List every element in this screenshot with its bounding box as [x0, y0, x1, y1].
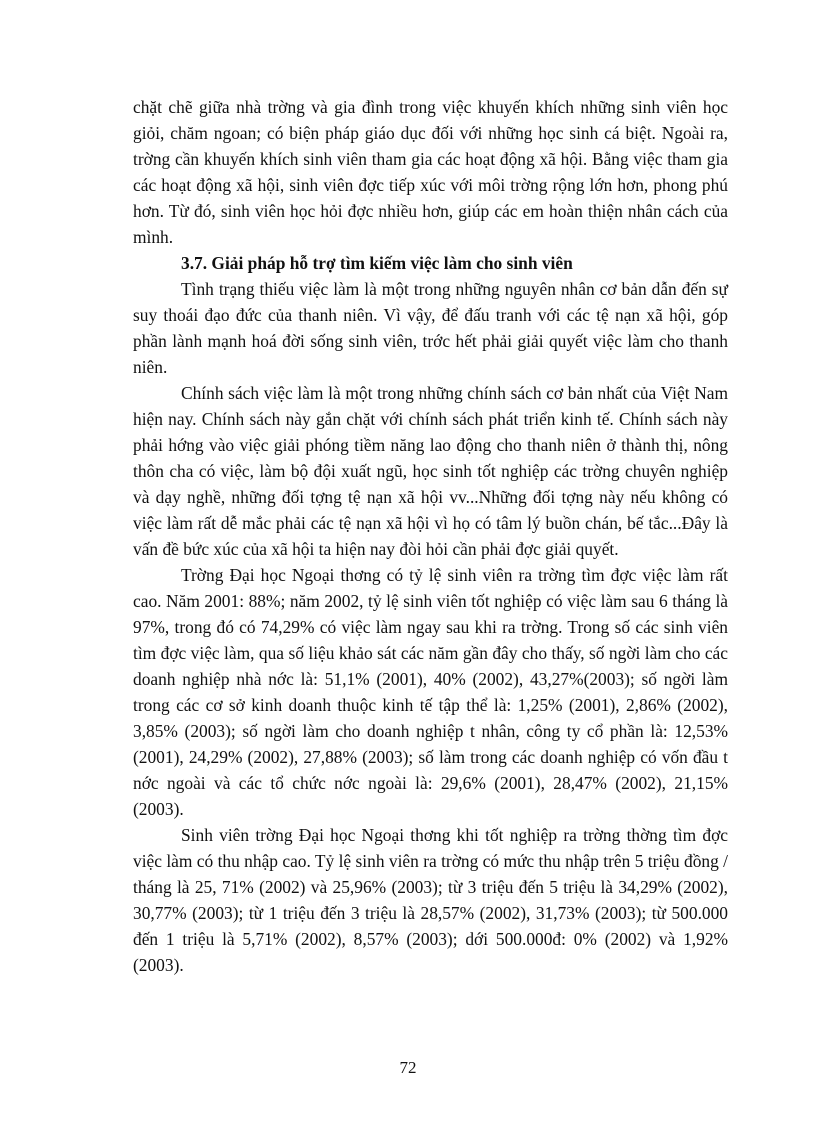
paragraph-employment-policy: Chính sách việc làm là một trong những chính sách cơ bản nhất của Việt Nam hiện nay. Chính sách này gắn chặt với chính sách phát triển kinh tế. Chính sách này phải hớng vào việc giải phóng tiềm năng lao động cho thanh niên ở thành thị, nông thôn cha có việc, làm bộ đội xuất ngũ, học sinh tốt nghiệp các trờng chuyên nghiệp và dạy nghề, những đối tợng tệ nạn xã hội vv...Những đối tợng này nếu không có việc làm rất dễ mắc phải các tệ nạn xã hội vì họ có tâm lý buồn chán, bế tắc...Đây là vấn đề bức xúc của xã hội ta hiện nay đòi hỏi cần phải đợc giải quyết. — [133, 383, 728, 559]
page-content — [133, 94, 728, 978]
paragraph-intro: chặt chẽ giữa nhà trờng và gia đình trong việc khuyến khích những sinh viên học giỏi, chăm ngoan; có biện pháp giáo dục đối với những học sinh cá biệt. Ngoài ra, trờng cần khuyến khích sinh viên tham gia các hoạt động xã hội. Bằng việc tham gia các hoạt động xã hội, sinh viên đợc tiếp xúc với môi trờng rộng lớn hơn, phong phú hơn. Từ đó, sinh viên học hỏi đợc nhiều hơn, giúp các em hoàn thiện nhân cách của mình. — [133, 97, 728, 247]
paragraph-income: Sinh viên trờng Đại học Ngoại thơng khi tốt nghiệp ra trờng thờng tìm đợc việc làm có thu nhập cao. Tỷ lệ sinh viên ra trờng có mức thu nhập trên 5 triệu đồng / tháng là 25, 71% (2002) và 25,96% (2003); từ 3 triệu đến 5 triệu là 34,29% (2002), 30,77% (2003); từ 1 triệu đến 3 triệu là 28,57% (2002), 31,73% (2003); từ 500.000 đến 1 triệu là 5,71% (2002), 8,57% (2003); dới 500.000đ: 0% (2002) và 1,92% (2003). — [133, 825, 728, 975]
section-heading: 3.7. Giải pháp hỗ trợ tìm kiếm việc làm cho sinh viên — [181, 253, 573, 273]
paragraph-employment-rate: Trờng Đại học Ngoại thơng có tỷ lệ sinh viên ra trờng tìm đợc việc làm rất cao. Năm 2001: 88%; năm 2002, tỷ lệ sinh viên tốt nghiệp có việc làm sau 6 tháng là 97%, trong đó có 74,29% có việc làm ngay sau khi ra trờng. Trong số các sinh viên tìm đợc việc làm, qua số liệu khảo sát các năm gần đây cho thấy, số ngời làm cho các doanh nghiệp nhà nớc là: 51,1% (2001), 40% (2002), 43,27%(2003); số ngời làm trong các cơ sở kinh doanh thuộc kinh tế tập thể là: 1,25% (2001), 2,86% (2002), 3,85% (2003); số ngời làm cho doanh nghiệp t nhân, công ty cổ phần là: 12,53% (2001), 24,29% (2002), 27,88% (2003); số làm trong các doanh nghiệp có vốn đầu t nớc ngoài và các tổ chức nớc ngoài là: 29,6% (2001), 28,47% (2002), 21,15% (2003). — [133, 565, 728, 819]
paragraph-unemployment: Tình trạng thiếu việc làm là một trong những nguyên nhân cơ bản dẫn đến sự suy thoái đạo đức của thanh niên. Vì vậy, để đấu tranh với các tệ nạn xã hội, góp phần lành mạnh hoá đời sống sinh viên, trớc hết phải giải quyết việc làm cho thanh niên. — [133, 279, 728, 377]
page-number: 72 — [399, 1058, 417, 1077]
